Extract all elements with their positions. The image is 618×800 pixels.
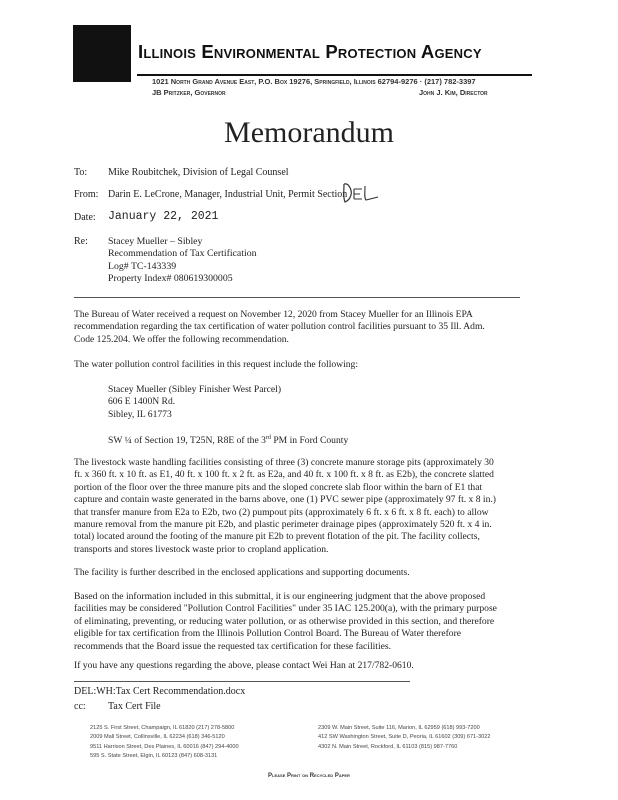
reference-line: DEL:WH:Tax Cert Recommendation.docx — [74, 686, 246, 697]
letterhead-rule — [137, 74, 532, 76]
re-line: Stacey Mueller – Sibley — [108, 236, 203, 247]
agency-address: 1021 North Grand Avenue East, P.O. Box 19276, Springfield, Illinois 62794-9276 · (217) 782-3397 — [152, 77, 476, 86]
header-divider — [74, 297, 520, 298]
footer-office: 2309 W. Main Street, Suite 116, Marion, IL 62959 (618) 993-7200 — [318, 725, 480, 731]
cc-value: Tax Cert File — [108, 701, 161, 712]
to-value: Mike Roubitchek, Division of Legal Counsel — [108, 167, 289, 178]
footer-offices-left — [90, 724, 239, 761]
initials-signature — [340, 180, 384, 206]
closing-rule — [74, 681, 410, 682]
from-value: Darin E. LeCrone, Manager, Industrial Unit, Permit Section — [108, 189, 348, 200]
footer-office: 412 SW Washington Street, Suite D, Peoria, IL 61602 (309) 671-3022 — [318, 734, 491, 741]
cc-label: cc: — [74, 701, 86, 712]
re-line: Property Index# 080619300005 — [108, 272, 233, 284]
paragraph-description: The livestock waste handling facilities consisting of three (3) concrete manure storage pits (approximately 30 ft. x 360 ft. x 10 ft. as E1, 40 ft. x 100 ft. x 2 ft. as E2a, and 40 ft. x 100 ft. x 8 ft. as E2b), the concrete slatted portion of the floor over the three manure pits and the sloped concrete slab floor within the barn of E1 that capture and contain waste generated in the barns above, one (1) PVC sewer pipe (approximately 97 ft. x 8 in.) that transfer manure from E2a to E2b, two (2) pumpout pits (approximately 6 ft. x 6 ft. x 8 ft. each) to allow manure removal from the manure pit E2b, and plastic perimeter drainage pipes (approximately 520 ft. x 4 in. total) located around the footing of the manure pit E2b to prevent flotation of the pit. The facility collects, transports and stores livestock waste prior to cropland application. — [74, 457, 496, 555]
governor-name: JB Pritzker, Governor — [152, 88, 226, 97]
re-line: Recommendation of Tax Certification — [108, 248, 257, 260]
facility-line: Stacey Mueller (Sibley Finisher West Parcel) — [108, 384, 282, 395]
facility-location: SW ¼ of Section 19, T25N, R8E of the 3rd PM in Ford County — [108, 435, 349, 447]
facility-line: 606 E 1400N Rd. — [108, 396, 176, 408]
director-name: John J. Kim, Director — [419, 88, 488, 97]
agency-name: Illinois Environmental Protection Agency — [138, 41, 482, 62]
date-value: January 22, 2021 — [108, 210, 219, 223]
re-block — [108, 236, 257, 285]
footer-office: 2125 S. First Street, Champaign, IL 61820 (217) 278-5800 — [90, 725, 235, 731]
facility-address — [108, 384, 281, 421]
re-line: Log# TC-143339 — [108, 260, 177, 272]
to-label: To: — [74, 167, 88, 178]
date-label: Date: — [74, 212, 96, 223]
paragraph-facilities-intro: The water pollution control facilities in this request include the following: — [74, 359, 359, 370]
paragraph-intro: The Bureau of Water received a request on November 12, 2020 from Stacey Mueller for an Illinois EPA recommendation regarding the tax certification of water pollution control facilities pursuant to 35 Ill. Adm. Code 125.204. We offer the following recommendation. — [74, 309, 485, 345]
initials-text: DEL — [340, 180, 342, 181]
footer-office: 595 S. State Street, Elgin, IL 60123 (847) 608-3131 — [90, 752, 218, 759]
agency-logo — [73, 25, 131, 82]
paragraph-further: The facility is further described in the enclosed applications and supporting documents. — [74, 567, 410, 578]
footer-offices-right — [318, 724, 490, 752]
from-label: From: — [74, 189, 99, 200]
facility-line: Sibley, IL 61773 — [108, 408, 172, 420]
paragraph-judgment: Based on the information included in this submittal, it is our engineering judgment that the above proposed facilities may be considered "Pollution Control Facilities" under 35 IAC 125.200(a), with the primary purpose of eliminating, preventing, or reducing water pollution, or as otherwise provided in this section, and therefore eligible for tax certification from the Illinois Pollution Control Board. The Bureau of Water therefore recommends that the Board issue the requested tax certification for these facilities. — [74, 591, 497, 652]
paragraph-contact: If you have any questions regarding the above, please contact Wei Han at 217/782-0610. — [74, 660, 414, 671]
footer-office: 2009 Mall Street, Collinsville, IL 62234 (618) 346-5120 — [90, 734, 225, 741]
footer-office: 9511 Harrison Street, Des Plaines, IL 60016 (847) 294-4000 — [90, 743, 239, 750]
re-label: Re: — [74, 236, 88, 247]
recycled-paper-note: Please Print on Recycled Paper — [268, 773, 350, 779]
memo-title: Memorandum — [224, 116, 394, 149]
footer-office: 4302 N. Main Street, Rockford, IL 61103 (815) 987-7760 — [318, 743, 458, 750]
